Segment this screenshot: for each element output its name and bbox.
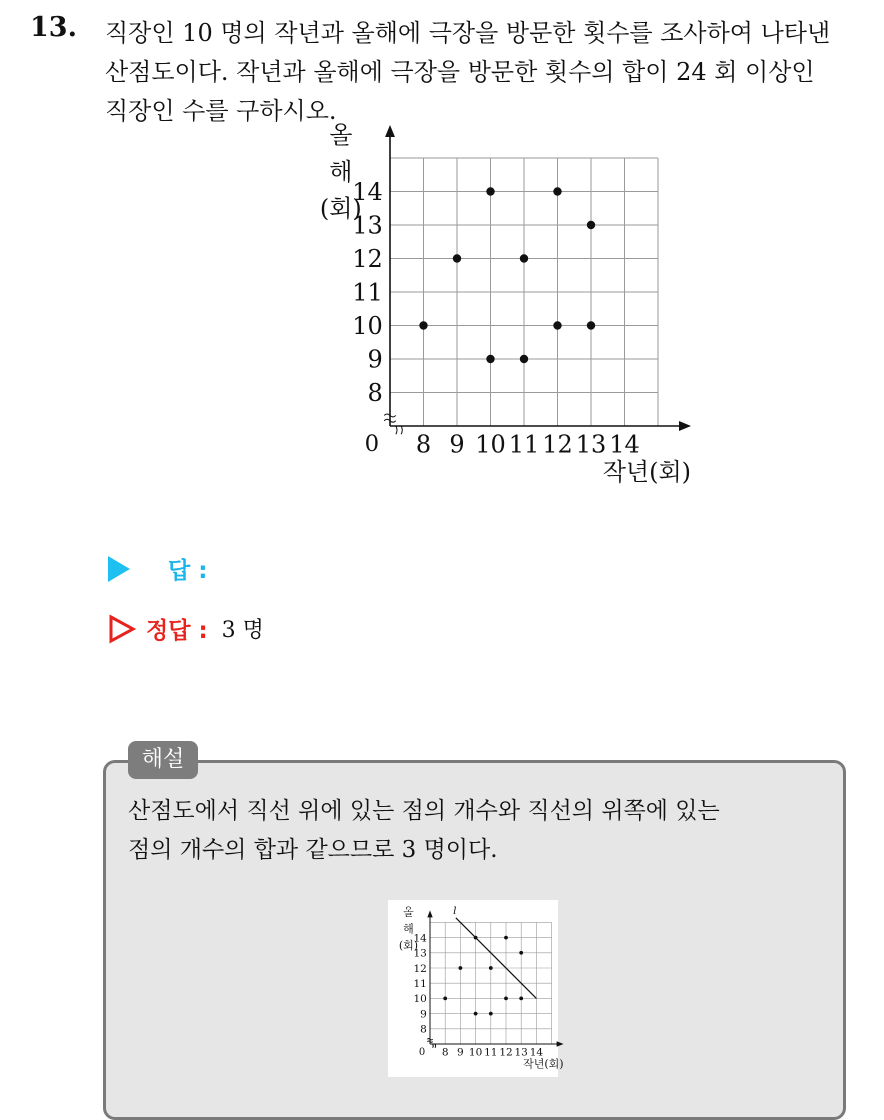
y-tick-label: 11 (352, 278, 383, 307)
y-axis-label: (회) (398, 939, 419, 952)
x-tick-label: 13 (514, 1046, 528, 1059)
data-point (486, 187, 494, 195)
y-tick-label: 12 (413, 962, 427, 975)
y-tick-label: 13 (352, 211, 383, 240)
outline-triangle-icon (108, 614, 136, 644)
x-axis-break-icon (396, 426, 402, 434)
correct-answer-label: 정답 : (146, 618, 208, 644)
reference-line (456, 918, 537, 999)
x-tick-label: 14 (609, 430, 640, 459)
data-point (459, 966, 463, 970)
explanation-line: 점의 개수의 합과 같으므로 3 명이다. (128, 837, 498, 863)
x-tick-label: 8 (415, 430, 432, 459)
x-tick-label: 9 (449, 430, 465, 459)
correct-answer-row (108, 612, 264, 645)
y-tick-label: 13 (413, 947, 427, 960)
y-axis-label: 해 (403, 922, 414, 936)
y-tick-label: 9 (420, 1008, 427, 1021)
x-tick-label: 11 (484, 1046, 498, 1059)
x-axis-arrow-icon (679, 421, 691, 431)
data-point (587, 221, 595, 229)
y-axis-arrow-icon (427, 910, 432, 917)
data-point (520, 355, 528, 363)
explanation-line: 산점도에서 직선 위에 있는 점의 개수와 직선의 위쪽에 있는 (128, 798, 720, 824)
y-tick-label: 10 (413, 993, 427, 1006)
y-axis-label: 해 (329, 157, 353, 186)
reference-line-label: l (453, 904, 457, 917)
data-point (519, 951, 523, 955)
y-tick-label: 9 (367, 345, 383, 374)
data-point (520, 254, 528, 262)
y-axis-label: 올 (329, 120, 353, 149)
data-point (419, 321, 427, 329)
question-line: 직장인 수를 구하시오. (105, 97, 337, 125)
y-tick-label: 8 (420, 1023, 427, 1036)
origin-label: 0 (418, 1047, 426, 1059)
question-text (105, 14, 875, 131)
explanation-tag: 해설 (128, 741, 198, 779)
y-tick-label: 12 (352, 245, 383, 274)
x-tick-label: 10 (475, 430, 506, 459)
filled-triangle-icon (108, 556, 130, 582)
answer-label: 답 : (168, 558, 208, 584)
x-tick-label: 14 (529, 1046, 544, 1059)
scatter-plot (296, 120, 691, 500)
data-point (553, 187, 561, 195)
data-point (489, 1012, 493, 1016)
y-tick-label: 10 (352, 312, 383, 341)
data-point (474, 936, 478, 940)
question-number: 13. (30, 12, 77, 43)
y-axis-label: (회) (319, 194, 362, 223)
y-axis-label: 올 (403, 905, 414, 919)
x-tick-label: 13 (575, 430, 607, 459)
x-tick-label: 12 (542, 430, 573, 459)
x-axis-label: 작년(회) (602, 458, 691, 486)
data-point (443, 997, 447, 1001)
data-point (453, 254, 461, 262)
x-tick-label: 12 (499, 1046, 513, 1059)
data-point (587, 321, 595, 329)
x-tick-label: 8 (441, 1046, 449, 1059)
y-tick-label: 8 (367, 379, 383, 408)
data-point (553, 321, 561, 329)
x-tick-label: 11 (508, 430, 540, 459)
origin-label: 0 (364, 431, 380, 458)
x-axis-break-icon (433, 1044, 436, 1048)
explanation-scatter-plot (388, 900, 564, 1077)
x-axis-label: 작년(회) (523, 1057, 564, 1071)
correct-answer-value: 3 명 (221, 618, 264, 643)
question-line: 산점도이다. 작년과 올해에 극장을 방문한 횟수의 합이 24 회 이상인 (105, 58, 815, 86)
question-line: 직장인 10 명의 작년과 올해에 극장을 방문한 횟수를 조사하여 나타낸 (105, 19, 831, 47)
y-tick-label: 14 (413, 932, 427, 945)
data-point (489, 966, 493, 970)
answer-row (108, 552, 207, 585)
data-point (486, 355, 494, 363)
data-point (504, 997, 508, 1001)
data-point (519, 997, 523, 1001)
explanation-text (128, 792, 828, 870)
y-tick-label: 11 (413, 977, 427, 990)
x-tick-label: 10 (468, 1046, 483, 1059)
data-point (504, 936, 508, 940)
data-point (474, 1012, 478, 1016)
y-tick-label: 14 (352, 178, 383, 207)
x-tick-label: 9 (457, 1046, 464, 1059)
